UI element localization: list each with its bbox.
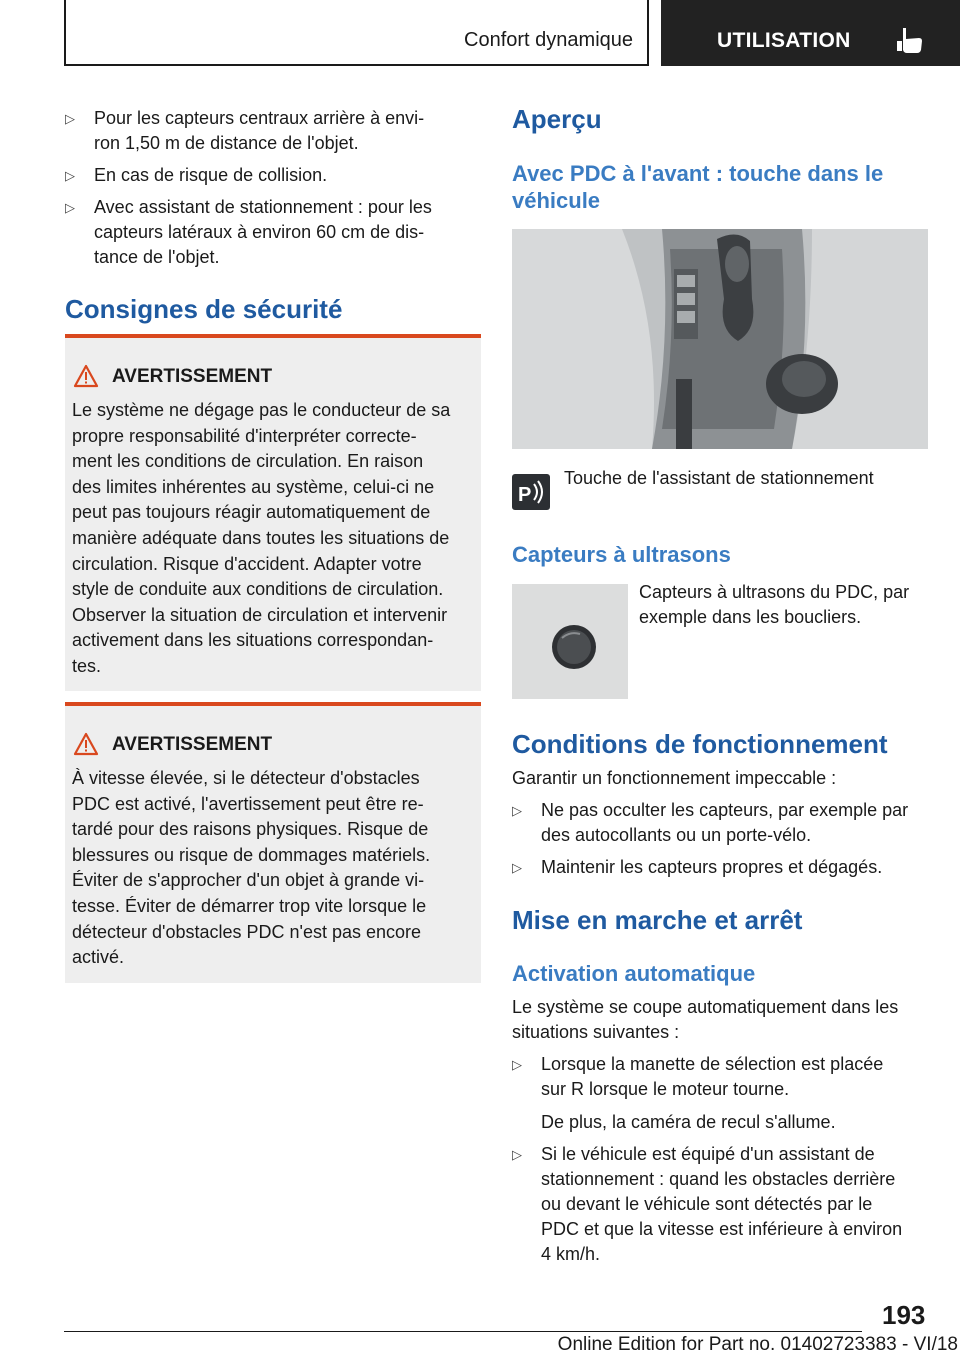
list-item-line: ou devant le véhicule sont détectés par le (541, 1194, 873, 1214)
warning-line: activement dans les situations correspondan- (72, 630, 434, 651)
warning-line: blessures ou risque de dommages matériels. (72, 844, 431, 865)
warning-line: PDC est activé, l'avertissement peut être re- (72, 793, 424, 814)
list-item-line: En cas de risque de collision. (94, 165, 328, 185)
list-item-line: Avec assistant de stationnement : pour les (94, 197, 432, 217)
warning-line: Observer la situation de circulation et intervenir (72, 604, 448, 625)
warning-box (65, 334, 481, 691)
svg-text:P: P (518, 484, 532, 506)
conditions-intro: Garantir un fonctionnement impeccable : (512, 768, 837, 788)
warning-line: tes. (72, 655, 102, 676)
list-item-line: ron 1,50 m de distance de l'objet. (94, 133, 359, 153)
conditions-heading: Conditions de fonctionnement (512, 729, 888, 759)
list-item-line: Ne pas occulter les capteurs, par exemple par (541, 800, 909, 820)
text-line: Capteurs à ultrasons du PDC, par (639, 582, 910, 602)
on-off-heading: Mise en marche et arrêt (512, 905, 803, 935)
warning-line: tesse. Éviter de démarrer trop vite lorsque le (72, 895, 427, 916)
warning-line: ment les conditions de circulation. En raison (72, 451, 424, 472)
list-item-line: Pour les capteurs centraux arrière à envi- (94, 108, 425, 128)
header-chapter-title: UTILISATION (717, 29, 851, 52)
warning-line: circulation. Risque d'accident. Adapter votre (72, 553, 422, 574)
list-item-line: PDC et que la vitesse est inférieure à environ (541, 1219, 903, 1239)
warning-line: des limites inhérentes au système, celui-ci ne (72, 476, 435, 497)
pointing-hand-icon (897, 26, 923, 54)
heading-line: véhicule (512, 188, 601, 213)
list-item-line: Si le véhicule est équipé d'un assistant de (541, 1144, 875, 1164)
parking-assistant-button-icon (512, 474, 550, 510)
list-item (65, 106, 481, 156)
list-item-line: stationnement : quand les obstacles derrière (541, 1169, 896, 1189)
sensors-text (639, 580, 928, 630)
list-item-line: capteurs latéraux à environ 60 cm de dis- (94, 222, 425, 242)
center-console-image (512, 229, 928, 449)
text-line: situations suivantes : (512, 1022, 680, 1042)
list-item-line: des autocollants ou un porte-vélo. (541, 825, 812, 845)
triangle-bullet-icon: ▷ (512, 803, 522, 818)
safety-heading: Consignes de sécurité (65, 294, 343, 324)
page-number: 193 (882, 1300, 926, 1330)
warning-line: Éviter de s'approcher d'un objet à grande vi- (72, 870, 425, 891)
header-section-box (64, 0, 649, 66)
warning-line: tardé pour des raisons physiques. Risque de (72, 819, 429, 840)
warning-text (72, 398, 478, 680)
triangle-bullet-icon: ▷ (512, 1147, 522, 1162)
triangle-bullet-icon: ▷ (65, 168, 75, 183)
triangle-bullet-icon: ▷ (512, 1057, 522, 1072)
list-item (512, 855, 928, 880)
auto-activation-note: De plus, la caméra de recul s'allume. (541, 1112, 836, 1132)
warning-text (72, 766, 478, 971)
header-chapter-box (661, 0, 960, 66)
warning-line: peut pas toujours réagir automatiquement de (72, 502, 431, 523)
footer-edition: Online Edition for Part no. 01402723383 - VI/18 (557, 1334, 958, 1355)
list-item-line: Maintenir les capteurs propres et dégagés. (541, 857, 883, 877)
heading-line: Avec PDC à l'avant : touche dans le (512, 161, 884, 186)
list-item (512, 798, 928, 848)
text-line: Le système se coupe automatiquement dans les (512, 997, 899, 1017)
warning-line: activé. (72, 947, 125, 968)
triangle-bullet-icon: ▷ (65, 111, 75, 126)
warning-line: détecteur d'obstacles PDC n'est pas encore (72, 921, 422, 942)
warning-line: propre responsabilité d'interpréter correcte- (72, 425, 417, 446)
button-caption: Touche de l'assistant de stationnement (564, 468, 874, 488)
warning-line: manière adéquate dans toutes les situations de (72, 527, 450, 548)
warning-title: AVERTISSEMENT (112, 734, 273, 755)
front-pdc-heading (512, 160, 928, 214)
sensors-heading: Capteurs à ultrasons (512, 542, 731, 567)
warning-line: À vitesse élevée, si le détecteur d'obstacles (72, 768, 420, 788)
triangle-bullet-icon: ▷ (512, 860, 522, 875)
ultrasonic-sensor-image (512, 584, 628, 699)
auto-activation-intro (512, 995, 928, 1045)
footer-divider (64, 1331, 862, 1332)
warning-triangle-icon (73, 732, 99, 756)
list-item (65, 195, 481, 270)
header-section-title: Confort dynamique (464, 29, 633, 51)
warning-box (65, 702, 481, 983)
triangle-bullet-icon: ▷ (65, 200, 75, 215)
warning-triangle-icon (73, 364, 99, 388)
list-item-line: sur R lorsque le moteur tourne. (541, 1079, 790, 1099)
list-item (512, 1142, 928, 1267)
list-item-line: Lorsque la manette de sélection est placée (541, 1054, 884, 1074)
list-item-line: 4 km/h. (541, 1244, 601, 1264)
text-line: exemple dans les boucliers. (639, 607, 862, 627)
warning-line: style de conduite aux conditions de circulation. (72, 579, 444, 600)
warning-title: AVERTISSEMENT (112, 366, 273, 387)
overview-heading: Aperçu (512, 104, 602, 134)
auto-activation-heading: Activation automatique (512, 961, 756, 986)
list-item-line: tance de l'objet. (94, 247, 220, 267)
list-item (65, 163, 481, 188)
warning-line: Le système ne dégage pas le conducteur de sa (72, 400, 451, 420)
list-item (512, 1052, 928, 1102)
